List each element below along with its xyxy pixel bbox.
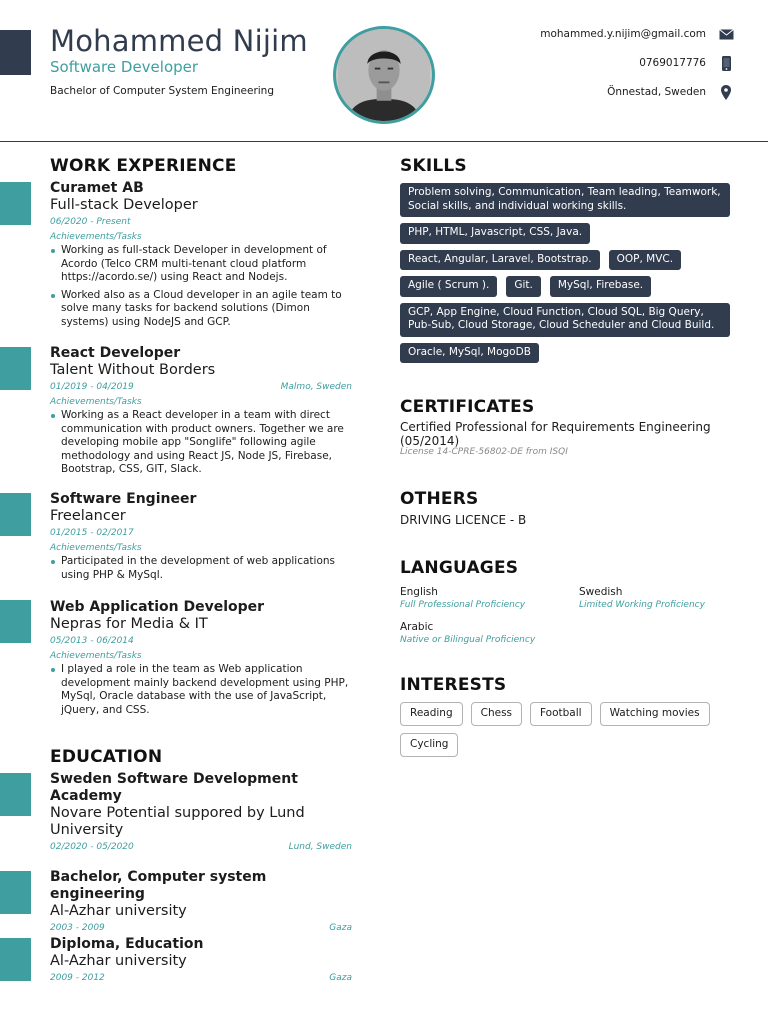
- achievements-label: Achievements/Tasks: [50, 397, 142, 407]
- interest-chip: Chess: [471, 702, 522, 726]
- skill-tag: GCP, App Engine, Cloud Function, Cloud SQL, Big Query, Pub-Sub, Cloud Storage, Cloud Scheduler and Cloud Build.: [400, 303, 730, 337]
- skill-tag: React, Angular, Laravel, Bootstrap.: [400, 250, 600, 271]
- interests-list: [400, 702, 730, 757]
- work-location: Malmo, Sweden: [280, 382, 352, 392]
- work-entry: [50, 491, 352, 586]
- language-name: Swedish: [579, 586, 623, 598]
- education-school: Bachelor, Computer system engineering: [50, 869, 267, 902]
- phone-icon: [718, 55, 734, 71]
- contact-phone[interactable]: [474, 55, 734, 71]
- work-title: Full-stack Developer: [50, 197, 198, 213]
- work-accent-bar: [0, 182, 31, 225]
- contact-location: [474, 84, 734, 100]
- skill-tag: OOP, MVC.: [609, 250, 681, 271]
- education-entry: [50, 771, 352, 855]
- education-location: Gaza: [329, 973, 352, 983]
- work-dates: 06/2020 - Present: [50, 217, 131, 227]
- education-dates: 02/2020 - 05/2020: [50, 842, 134, 852]
- skill-tag: Agile ( Scrum ).: [400, 276, 497, 297]
- education-entry: [50, 869, 352, 936]
- others-text: DRIVING LICENCE - B: [400, 513, 527, 527]
- skill-tag: Oracle, MySql, MogoDB: [400, 343, 539, 364]
- certificate-license: License 14-CPRE-56802-DE from ISQI: [400, 447, 568, 457]
- language-item: [579, 585, 705, 612]
- education-meta: [50, 840, 352, 855]
- work-company: Curamet AB: [50, 180, 144, 196]
- work-bullets: [50, 663, 352, 717]
- education-program: Novare Potential suppored by Lund University: [50, 805, 305, 838]
- work-title: Nepras for Media & IT: [50, 616, 208, 632]
- work-title: Freelancer: [50, 508, 126, 524]
- language-level: Native or Bilingual Proficiency: [400, 635, 536, 645]
- interest-chip: Reading: [400, 702, 463, 726]
- education-dates: 2003 - 2009: [50, 923, 105, 933]
- language-name: Arabic: [400, 621, 434, 633]
- interests-heading: INTERESTS: [400, 675, 507, 695]
- skills-list: [400, 183, 732, 363]
- work-company: Software Engineer: [50, 491, 197, 507]
- education-school: Diploma, Education: [50, 936, 204, 952]
- skills-heading: SKILLS: [400, 156, 467, 176]
- bullet-item: Worked also as a Cloud developer in an agile team to solve many tasks for backend solutions (Dimon systems) using NodeJS and GCP.: [50, 289, 352, 330]
- bullet-item: Participated in the development of web applications using PHP & MySql.: [50, 555, 352, 582]
- work-bullets: [50, 555, 352, 582]
- education-program: Al-Azhar university: [50, 903, 187, 919]
- education-location: Lund, Sweden: [288, 842, 352, 852]
- skill-tag: PHP, HTML, Javascript, CSS, Java.: [400, 223, 590, 244]
- interest-chip: Football: [530, 702, 592, 726]
- contact-email[interactable]: [474, 26, 734, 42]
- skill-tag: Problem solving, Communication, Team leading, Teamwork, Social skills, and individual working skills.: [400, 183, 730, 217]
- bullet-item: Working as full-stack Developer in development of Acordo (Telco CRM multi-tenant cloud platform https://acordo.se/) using React and Nodejs.: [50, 244, 352, 285]
- education-location: Gaza: [329, 923, 352, 933]
- languages-heading: LANGUAGES: [400, 558, 519, 578]
- language-item: [400, 585, 525, 612]
- envelope-icon: [718, 26, 734, 42]
- achievements-label: Achievements/Tasks: [50, 543, 142, 553]
- certificate-name: Certified Professional for Requirements Engineering (05/2014): [400, 420, 711, 448]
- email-text[interactable]: mohammed.y.nijim@gmail.com: [540, 28, 706, 40]
- certificates-heading: CERTIFICATES: [400, 397, 535, 417]
- work-dates: 01/2019 - 04/2019: [50, 382, 134, 392]
- others-heading: OTHERS: [400, 489, 479, 509]
- work-dates: 05/2013 - 06/2014: [50, 636, 134, 646]
- education-program: Al-Azhar university: [50, 953, 187, 969]
- education-accent-bar: [0, 938, 31, 981]
- candidate-name: Mohammed Nijim: [50, 24, 308, 58]
- skill-tag: Git.: [506, 276, 541, 297]
- work-dates: 01/2015 - 02/2017: [50, 528, 134, 538]
- language-level: Limited Working Proficiency: [579, 600, 705, 610]
- work-entry: [50, 599, 352, 721]
- education-entry: [50, 936, 352, 986]
- map-pin-icon: [718, 84, 734, 100]
- education-dates: 2009 - 2012: [50, 973, 105, 983]
- work-entry: [50, 345, 352, 481]
- work-experience-heading: WORK EXPERIENCE: [50, 156, 237, 176]
- bullet-item: I played a role in the team as Web application development mainly backend development using PHP, MySql, Oracle database with the use of JavaScript, jQuery, and CSS.: [50, 663, 352, 717]
- candidate-role: Software Developer: [50, 58, 199, 76]
- work-company: React Developer: [50, 345, 181, 361]
- work-accent-bar: [0, 493, 31, 536]
- education-accent-bar: [0, 871, 31, 914]
- profile-photo: [333, 26, 435, 124]
- work-entry: [50, 180, 352, 333]
- work-bullets: [50, 409, 352, 477]
- work-meta: [50, 526, 352, 541]
- location-text: Önnestad, Sweden: [607, 86, 706, 98]
- work-accent-bar: [0, 347, 31, 390]
- work-company: Web Application Developer: [50, 599, 265, 615]
- education-meta: [50, 921, 352, 936]
- candidate-degree: Bachelor of Computer System Engineering: [50, 85, 275, 97]
- header-accent-bar: [0, 30, 31, 75]
- education-meta: [50, 971, 352, 986]
- interest-chip: Watching movies: [600, 702, 710, 726]
- work-meta: [50, 380, 352, 395]
- phone-text[interactable]: 0769017776: [639, 57, 706, 69]
- work-title: Talent Without Borders: [50, 362, 216, 378]
- language-item: [400, 620, 535, 647]
- header-divider: [0, 141, 768, 142]
- bullet-item: Working as a React developer in a team with direct communication with product owners. Together we are developing mobile app "Songlife" following agile methodology and using React JS, Node JS, Firebase, Bootstrap, CSS, GIT, Slack.: [50, 409, 352, 477]
- work-meta: [50, 634, 352, 649]
- work-accent-bar: [0, 600, 31, 643]
- education-school: Sweden Software Development Academy: [50, 771, 298, 804]
- education-accent-bar: [0, 773, 31, 816]
- language-level: Full Professional Proficiency: [400, 600, 526, 610]
- work-meta: [50, 215, 352, 230]
- language-name: English: [400, 586, 438, 598]
- work-bullets: [50, 244, 352, 329]
- achievements-label: Achievements/Tasks: [50, 651, 142, 661]
- interest-chip: Cycling: [400, 733, 458, 757]
- skill-tag: MySql, Firebase.: [550, 276, 651, 297]
- education-heading: EDUCATION: [50, 747, 163, 767]
- achievements-label: Achievements/Tasks: [50, 232, 142, 242]
